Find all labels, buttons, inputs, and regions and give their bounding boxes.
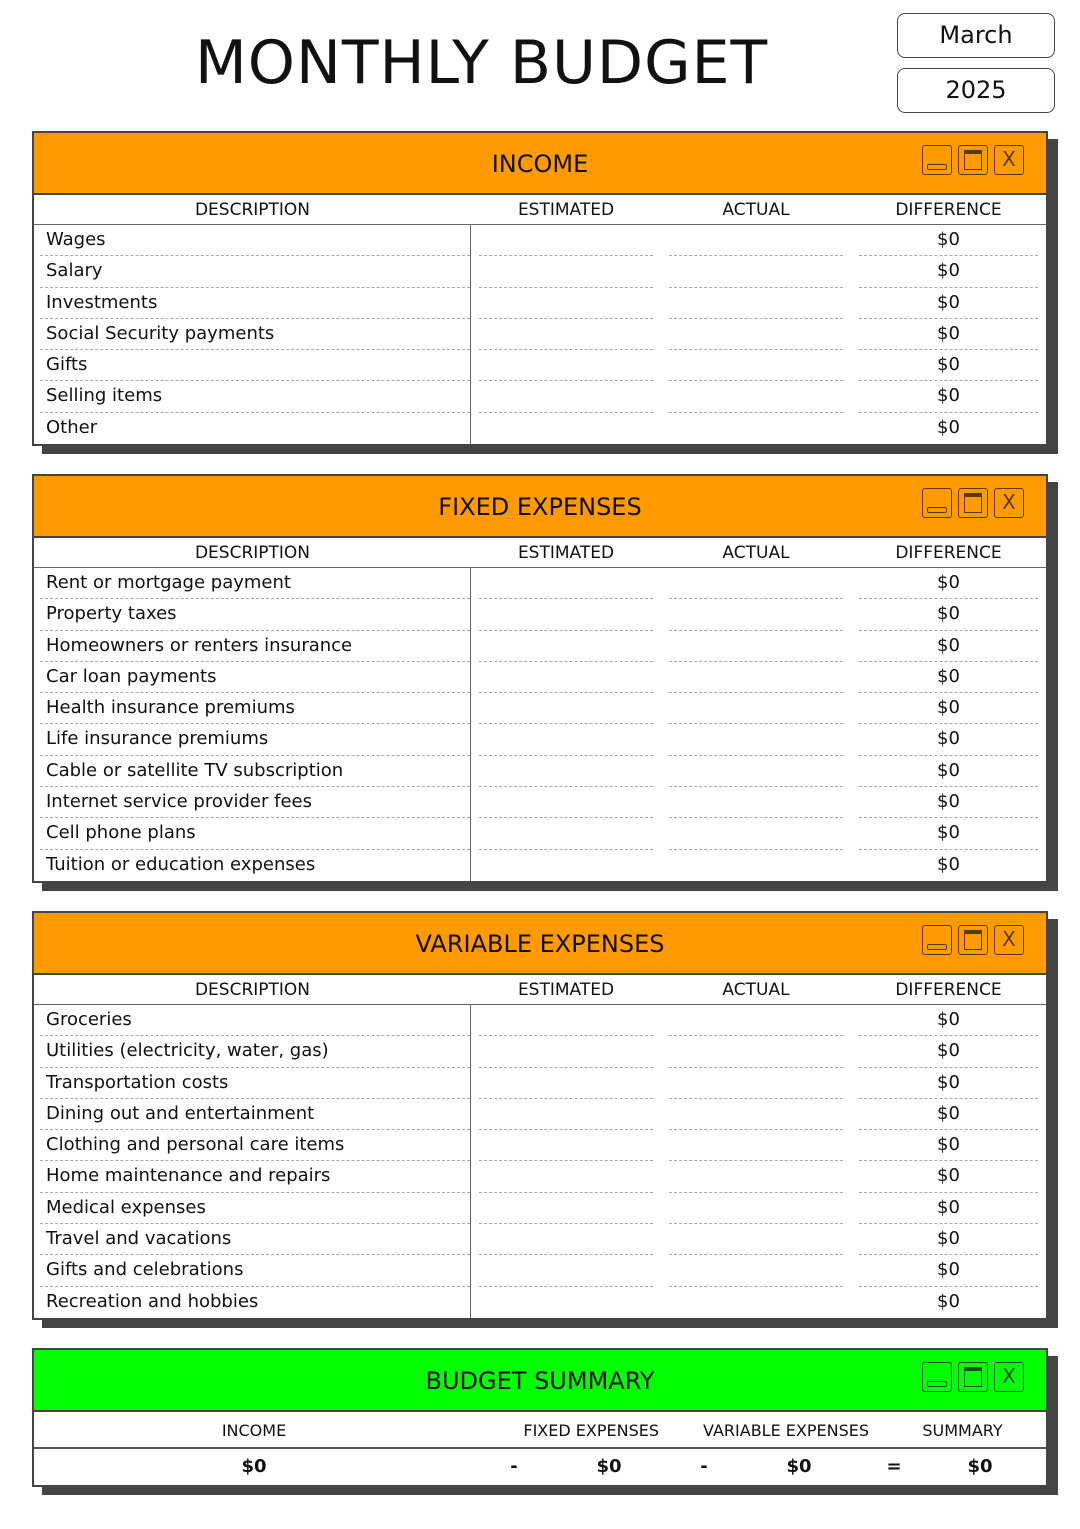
estimated-cell[interactable] [471,756,661,787]
minus-operator: - [700,1456,708,1477]
actual-cell[interactable] [661,599,851,630]
table-row [34,1099,1046,1130]
table-row [34,1068,1046,1099]
table-row [34,1193,1046,1224]
description-text: Car loan payments [46,665,217,687]
year-field[interactable]: 2025 [897,68,1055,113]
estimated-cell[interactable] [471,381,661,412]
estimated-cell[interactable] [471,1161,661,1192]
table-row [34,1161,1046,1192]
summary-income-header: INCOME [221,1421,287,1440]
estimated-cell[interactable] [471,350,661,381]
difference-cell [851,413,1046,444]
summary-values-row [34,1449,1046,1485]
table-row [34,818,1046,849]
difference-text: $0 [937,1102,960,1124]
description-cell [34,818,471,849]
description-cell [34,724,471,755]
difference-cell [851,1161,1046,1192]
difference-text: $0 [937,291,960,313]
difference-cell [851,256,1046,287]
column-headers [34,195,1046,225]
difference-cell [851,225,1046,256]
estimated-cell[interactable] [471,693,661,724]
column-header-actual: ACTUAL [722,543,790,563]
actual-cell[interactable] [661,1068,851,1099]
minimize-icon[interactable] [922,145,952,175]
difference-cell [851,1005,1046,1036]
description-cell [34,288,471,319]
window-controls [922,145,1024,175]
table-row [34,1287,1046,1318]
description-cell [34,1130,471,1161]
difference-cell [851,631,1046,662]
description-text: Recreation and hobbies [46,1290,259,1312]
difference-text: $0 [937,1165,960,1187]
summary-total-value: $0 [967,1456,993,1477]
description-text: Cable or satellite TV subscription [46,759,344,781]
description-text: Health insurance premiums [46,697,295,719]
description-text: Dining out and entertainment [46,1102,315,1124]
estimated-cell[interactable] [471,288,661,319]
difference-cell [851,319,1046,350]
difference-cell [851,662,1046,693]
description-cell [34,662,471,693]
actual-cell[interactable] [661,381,851,412]
column-headers [34,538,1046,568]
difference-text: $0 [937,1228,960,1250]
page-title: MONTHLY BUDGET [195,28,769,98]
difference-cell [851,850,1046,881]
description-text: Rent or mortgage payment [46,572,291,593]
difference-cell [851,1130,1046,1161]
description-cell [34,756,471,787]
section-title: VARIABLE EXPENSES [415,930,665,958]
table-row [34,288,1046,319]
description-cell [34,350,471,381]
estimated-cell[interactable] [471,225,661,256]
column-headers [34,975,1046,1005]
difference-text: $0 [937,853,960,875]
description-text: Travel and vacations [46,1228,232,1250]
description-text: Transportation costs [46,1071,229,1093]
column-header-description: DESCRIPTION [194,980,311,1000]
description-cell [34,1036,471,1067]
difference-cell [851,1193,1046,1224]
difference-cell [851,1224,1046,1255]
estimated-cell[interactable] [471,1287,661,1318]
column-header-difference: DIFFERENCE [895,200,1002,220]
table-row [34,568,1046,599]
description-cell [34,631,471,662]
description-text: Cell phone plans [46,822,196,844]
difference-text: $0 [937,1071,960,1093]
actual-cell[interactable] [661,1130,851,1161]
description-text: Selling items [46,385,163,407]
difference-text: $0 [937,1259,960,1281]
actual-cell[interactable] [661,319,851,350]
table-row [34,225,1046,256]
difference-text: $0 [937,260,960,282]
section-header [34,1350,1046,1412]
estimated-cell[interactable] [471,1005,661,1036]
description-cell [34,381,471,412]
description-text: Tuition or education expenses [46,853,316,875]
difference-text: $0 [937,572,960,593]
difference-text: $0 [937,322,960,344]
description-text: Wages [46,229,106,250]
table-row [34,662,1046,693]
table-row [34,787,1046,818]
description-cell [34,1005,471,1036]
actual-cell[interactable] [661,787,851,818]
difference-cell [851,1255,1046,1286]
maximize-icon[interactable] [958,1362,988,1392]
difference-cell [851,818,1046,849]
minus-operator: - [510,1456,518,1477]
table-row [34,1036,1046,1067]
difference-cell [851,288,1046,319]
difference-cell [851,756,1046,787]
actual-cell[interactable] [661,1036,851,1067]
description-text: Medical expenses [46,1196,206,1218]
description-cell [34,413,471,444]
table-row [34,1005,1046,1036]
close-icon[interactable]: X [994,1362,1024,1392]
description-text: Clothing and personal care items [46,1134,345,1156]
actual-cell[interactable] [661,1161,851,1192]
estimated-cell[interactable] [471,599,661,630]
description-text: Gifts [46,354,88,376]
actual-cell[interactable] [661,631,851,662]
window-controls [922,488,1024,518]
estimated-cell[interactable] [471,413,661,444]
actual-cell[interactable] [661,1099,851,1130]
difference-text: $0 [937,385,960,407]
difference-cell [851,1068,1046,1099]
section-header [34,913,1046,975]
description-text: Social Security payments [46,322,275,344]
difference-text: $0 [937,354,960,376]
actual-cell[interactable] [661,1224,851,1255]
actual-cell[interactable] [661,413,851,444]
estimated-cell[interactable] [471,631,661,662]
description-text: Investments [46,291,158,313]
table-row [34,693,1046,724]
actual-cell[interactable] [661,350,851,381]
difference-text: $0 [937,1134,960,1156]
maximize-icon[interactable] [958,925,988,955]
estimated-cell[interactable] [471,850,661,881]
estimated-cell[interactable] [471,568,661,599]
difference-text: $0 [937,697,960,719]
difference-text: $0 [937,1040,960,1062]
column-header-description: DESCRIPTION [194,543,311,563]
difference-text: $0 [937,1196,960,1218]
table-row [34,724,1046,755]
column-header-estimated: ESTIMATED [517,200,615,220]
estimated-cell[interactable] [471,1130,661,1161]
description-cell [34,1287,471,1318]
difference-cell [851,724,1046,755]
table-row [34,256,1046,287]
actual-cell[interactable] [661,1287,851,1318]
fixed-expenses-section [32,474,1048,883]
section-title: FIXED EXPENSES [438,493,642,521]
estimated-cell[interactable] [471,818,661,849]
estimated-cell[interactable] [471,319,661,350]
description-text: Internet service provider fees [46,791,312,813]
column-header-estimated: ESTIMATED [517,980,615,1000]
difference-cell [851,1099,1046,1130]
difference-text: $0 [937,1009,960,1030]
budget-summary-section [32,1348,1048,1487]
estimated-cell[interactable] [471,1224,661,1255]
summary-summary-header: SUMMARY [922,1421,1003,1440]
estimated-cell[interactable] [471,787,661,818]
estimated-cell[interactable] [471,724,661,755]
table-row [34,599,1046,630]
maximize-icon[interactable] [958,488,988,518]
estimated-cell[interactable] [471,662,661,693]
description-text: Property taxes [46,603,177,625]
actual-cell[interactable] [661,288,851,319]
summary-fixed-value: $0 [596,1456,622,1477]
description-text: Home maintenance and repairs [46,1165,331,1187]
table-row [34,319,1046,350]
description-text: Utilities (electricity, water, gas) [46,1040,329,1062]
column-header-actual: ACTUAL [722,200,790,220]
difference-cell [851,381,1046,412]
estimated-cell[interactable] [471,1036,661,1067]
description-cell [34,693,471,724]
description-cell [34,568,471,599]
description-text: Other [46,416,98,438]
difference-text: $0 [937,665,960,687]
difference-text: $0 [937,791,960,813]
description-cell [34,256,471,287]
summary-income-value: $0 [241,1456,267,1477]
close-icon[interactable]: X [994,488,1024,518]
difference-text: $0 [937,229,960,250]
estimated-cell[interactable] [471,1193,661,1224]
description-cell [34,1224,471,1255]
section-header [34,476,1046,538]
summary-variable-value: $0 [786,1456,812,1477]
actual-cell[interactable] [661,256,851,287]
description-cell [34,225,471,256]
description-cell [34,1255,471,1286]
actual-cell[interactable] [661,225,851,256]
section-title: INCOME [491,150,589,178]
difference-cell [851,568,1046,599]
table-row [34,413,1046,444]
description-text: Homeowners or renters insurance [46,634,353,656]
table-row [34,850,1046,881]
variable-expenses-section [32,911,1048,1320]
column-header-estimated: ESTIMATED [517,543,615,563]
difference-cell [851,599,1046,630]
actual-cell[interactable] [661,693,851,724]
minimize-icon[interactable] [922,1362,952,1392]
column-header-description: DESCRIPTION [194,200,311,220]
section-title: BUDGET SUMMARY [425,1367,655,1395]
difference-cell [851,787,1046,818]
description-text: Groceries [46,1009,132,1030]
section-header [34,133,1046,195]
close-icon[interactable]: X [994,145,1024,175]
income-section [32,131,1048,446]
actual-cell[interactable] [661,756,851,787]
difference-text: $0 [937,728,960,750]
actual-cell[interactable] [661,1255,851,1286]
difference-text: $0 [937,759,960,781]
estimated-cell[interactable] [471,256,661,287]
estimated-cell[interactable] [471,1255,661,1286]
actual-cell[interactable] [661,850,851,881]
column-header-difference: DIFFERENCE [895,980,1002,1000]
description-cell [34,850,471,881]
difference-text: $0 [937,416,960,438]
description-cell [34,1068,471,1099]
summary-column-headers [34,1412,1046,1449]
difference-text: $0 [937,822,960,844]
description-text: Salary [46,260,103,282]
table-row [34,350,1046,381]
description-cell [34,319,471,350]
window-controls [922,925,1024,955]
difference-cell [851,693,1046,724]
column-header-actual: ACTUAL [722,980,790,1000]
summary-fixed-header: FIXED EXPENSES [523,1421,659,1440]
difference-cell [851,350,1046,381]
description-text: Life insurance premiums [46,728,269,750]
minimize-icon[interactable] [922,488,952,518]
table-row [34,1224,1046,1255]
description-cell [34,787,471,818]
description-cell [34,1193,471,1224]
actual-cell[interactable] [661,662,851,693]
difference-text: $0 [937,634,960,656]
table-row [34,381,1046,412]
description-cell [34,599,471,630]
difference-text: $0 [937,1290,960,1312]
column-header-difference: DIFFERENCE [895,543,1002,563]
summary-variable-header: VARIABLE EXPENSES [703,1421,869,1440]
actual-cell[interactable] [661,1193,851,1224]
estimated-cell[interactable] [471,1099,661,1130]
month-field[interactable]: March [897,13,1055,58]
maximize-icon[interactable] [958,145,988,175]
actual-cell[interactable] [661,724,851,755]
minimize-icon[interactable] [922,925,952,955]
description-cell [34,1161,471,1192]
actual-cell[interactable] [661,568,851,599]
table-row [34,1255,1046,1286]
equals-operator: = [886,1456,902,1477]
actual-cell[interactable] [661,1005,851,1036]
table-row [34,631,1046,662]
difference-cell [851,1036,1046,1067]
description-text: Gifts and celebrations [46,1259,244,1281]
estimated-cell[interactable] [471,1068,661,1099]
table-row [34,756,1046,787]
description-cell [34,1099,471,1130]
difference-text: $0 [937,603,960,625]
difference-cell [851,1287,1046,1318]
table-row [34,1130,1046,1161]
actual-cell[interactable] [661,818,851,849]
close-icon[interactable]: X [994,925,1024,955]
